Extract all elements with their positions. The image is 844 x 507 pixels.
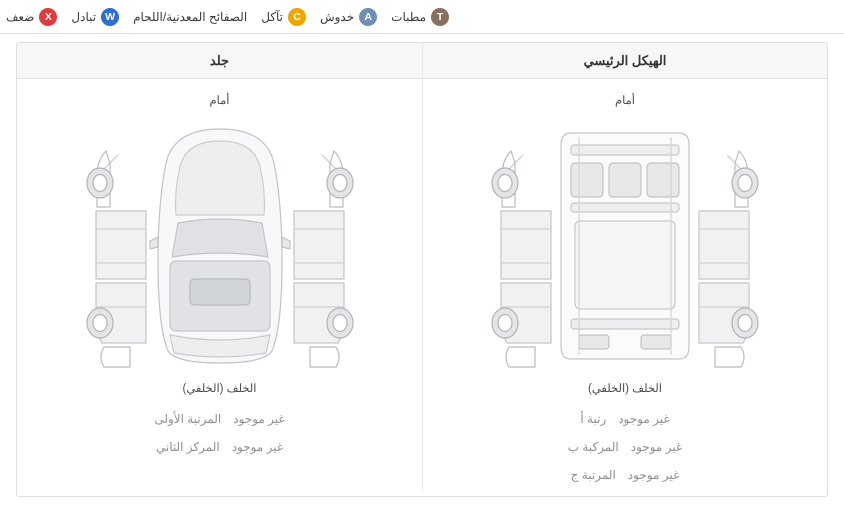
legend-item-bumps[interactable] <box>391 8 449 26</box>
main-frame-row-c-label: المرتبة ج <box>570 468 616 482</box>
main-frame-row-c-value: غير موجود <box>627 468 680 482</box>
legend-badge-w: W <box>101 8 119 26</box>
status-row <box>423 405 827 433</box>
skin-diagram-wrap <box>17 107 422 379</box>
column-skin <box>17 79 422 490</box>
legend-label-scratches: خدوش <box>319 9 355 24</box>
legend-label-bumps: مطبات <box>391 9 427 24</box>
panel-header-row <box>17 43 827 79</box>
legend-label-corrosion: تآكل <box>261 9 283 24</box>
legend-badge-x: X <box>39 8 57 26</box>
damage-legend <box>0 0 844 34</box>
main-frame-orientation-rear: الخلف (الخلفي) <box>587 383 663 395</box>
legend-label-sheetmetal-weld: الصفائح المعدنية/اللحام <box>133 9 248 24</box>
skin-row-2-label: المركز الثاني <box>155 440 220 454</box>
main-frame-row-b-label: المركبة ب <box>567 440 619 454</box>
status-row <box>423 433 827 461</box>
inspection-panel <box>16 42 828 497</box>
legend-label-exchange: تبادل <box>71 9 97 24</box>
skin-row-1-value: غير موجود <box>233 412 285 426</box>
skin-orientation-rear: الخلف (الخلفي) <box>182 383 257 395</box>
car-frame-top-view-diagram[interactable] <box>475 111 775 375</box>
column-main-frame <box>422 79 827 490</box>
column-header-main-frame: الهيكل الرئيسي <box>422 43 827 79</box>
main-frame-row-a-value: غير موجود <box>618 412 670 426</box>
main-frame-status-rows <box>423 405 827 489</box>
skin-row-1-label: المرتبة الأولى <box>154 412 222 426</box>
main-frame-row-b-value: غير موجود <box>630 440 683 454</box>
car-body-top-view-diagram[interactable] <box>70 111 370 375</box>
legend-item-sheetmetal-weld[interactable] <box>133 10 247 24</box>
legend-label-weakness: ضعف <box>6 9 35 24</box>
main-frame-orientation-front: أمام <box>615 95 635 107</box>
skin-row-2-value: غير موجود <box>231 440 284 454</box>
skin-orientation-front: أمام <box>209 95 230 107</box>
main-frame-diagram-wrap <box>423 107 827 379</box>
column-header-skin: جلد <box>17 43 422 79</box>
status-row <box>17 433 422 461</box>
status-row <box>17 405 422 433</box>
legend-item-scratches[interactable] <box>320 8 377 26</box>
legend-item-exchange[interactable] <box>71 8 119 26</box>
legend-item-corrosion[interactable] <box>261 8 306 26</box>
skin-status-rows <box>17 405 422 461</box>
legend-item-weakness[interactable] <box>6 8 57 26</box>
legend-badge-t: T <box>431 8 449 26</box>
legend-badge-a: A <box>359 8 377 26</box>
main-frame-row-a-label: رتبة أ <box>580 412 607 426</box>
status-row <box>423 461 827 489</box>
legend-badge-c: C <box>288 8 306 26</box>
panel-body-row <box>17 79 827 490</box>
